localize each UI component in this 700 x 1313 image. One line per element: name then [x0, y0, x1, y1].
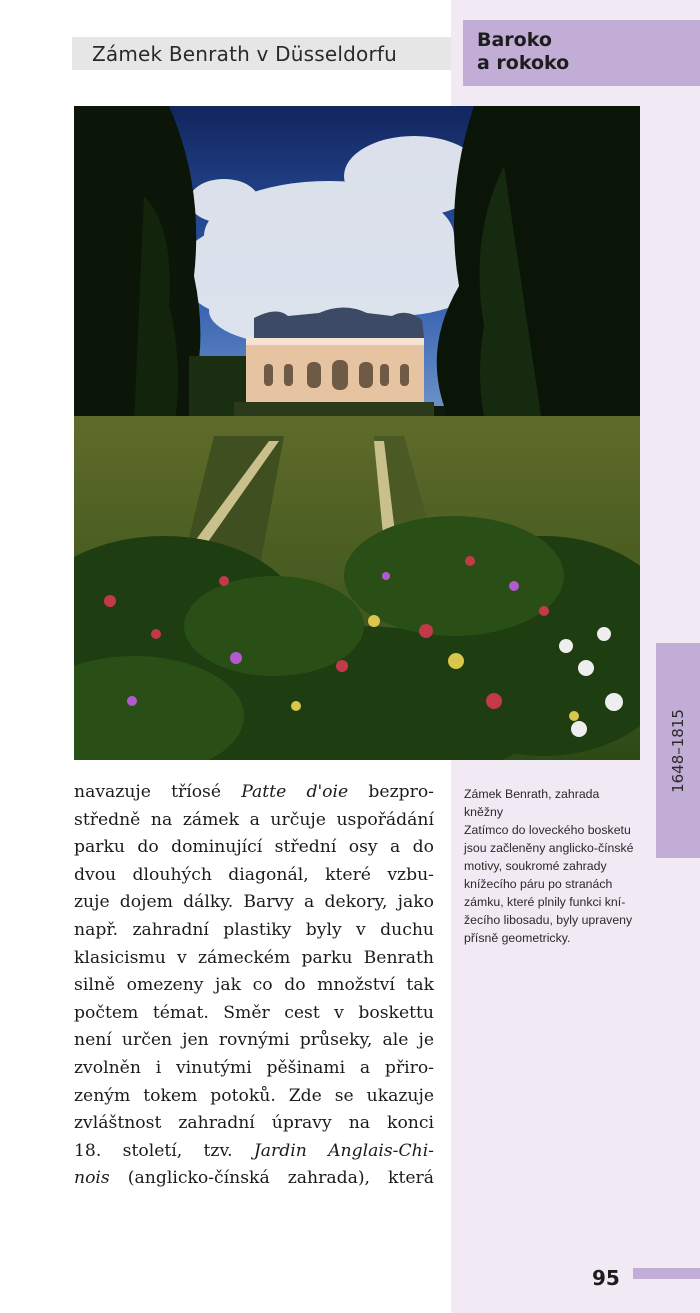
body-line: zvolněn i vinutými pěšinami a přiro-: [74, 1057, 434, 1078]
body-line: silně omezeny jak co do množství tak: [74, 975, 434, 996]
caption-line: motivy, soukromé zahrady: [464, 859, 607, 873]
photo-illustration: [74, 106, 640, 760]
caption-line: Zámek Benrath, zahrada: [464, 787, 600, 801]
chapter-tab: [463, 20, 700, 86]
page-number: 95: [592, 1266, 620, 1290]
body-line: zeným tokem potoků. Zde se ukazuje: [74, 1085, 434, 1106]
body-line: 18. století, tzv. Jardin Anglais-Chi-: [74, 1140, 434, 1161]
body-line: středně na zámek a určuje uspořádání: [74, 809, 434, 830]
body-line: navazuje tříosé Patte d'oie bezpro-: [74, 782, 434, 802]
body-line: zuje dojem dálky. Barvy a dekory, jako: [74, 892, 434, 913]
garden-photo: [74, 106, 640, 760]
body-line: např. zahradní plastiky byly v duchu: [74, 919, 434, 940]
caption-line: přísně geometricky.: [464, 931, 571, 945]
body-line: zvláštnost zahradní úpravy na konci: [74, 1113, 434, 1134]
caption-line: zámku, které plnily funkci kní-: [464, 895, 626, 909]
body-line: není určen jen rovnými průseky, ale je: [74, 1030, 434, 1051]
running-header: [72, 37, 451, 70]
caption-line: knížecího páru po stranách: [464, 877, 613, 891]
body-line: dvou dlouhých diagonál, které vzbu-: [74, 864, 434, 885]
photo-caption: [464, 785, 644, 947]
caption-line: Zatímco do loveckého bosketu: [464, 823, 631, 837]
chapter-label: Baroko a rokoko: [477, 29, 570, 74]
period-label: 1648–1815: [669, 708, 688, 793]
body-line: nois (anglicko-čínská zahrada), která: [74, 1168, 434, 1189]
page-title: Zámek Benrath v Düsseldorfu: [92, 41, 397, 66]
period-tab: [656, 643, 700, 858]
body-line: parku do dominující střední osy a do: [74, 837, 434, 858]
body-line: klasicismu v zámeckém parku Benrath: [74, 947, 434, 968]
body-text: [74, 779, 434, 1193]
caption-line: jsou začleněny anglicko-čínské: [464, 841, 634, 855]
body-line: počtem témat. Směr cest v boskettu: [74, 1002, 434, 1023]
page-number-bar: [633, 1268, 700, 1279]
caption-line: žecího libosadu, byly upraveny: [464, 913, 633, 927]
caption-line: kněžny: [464, 805, 503, 819]
